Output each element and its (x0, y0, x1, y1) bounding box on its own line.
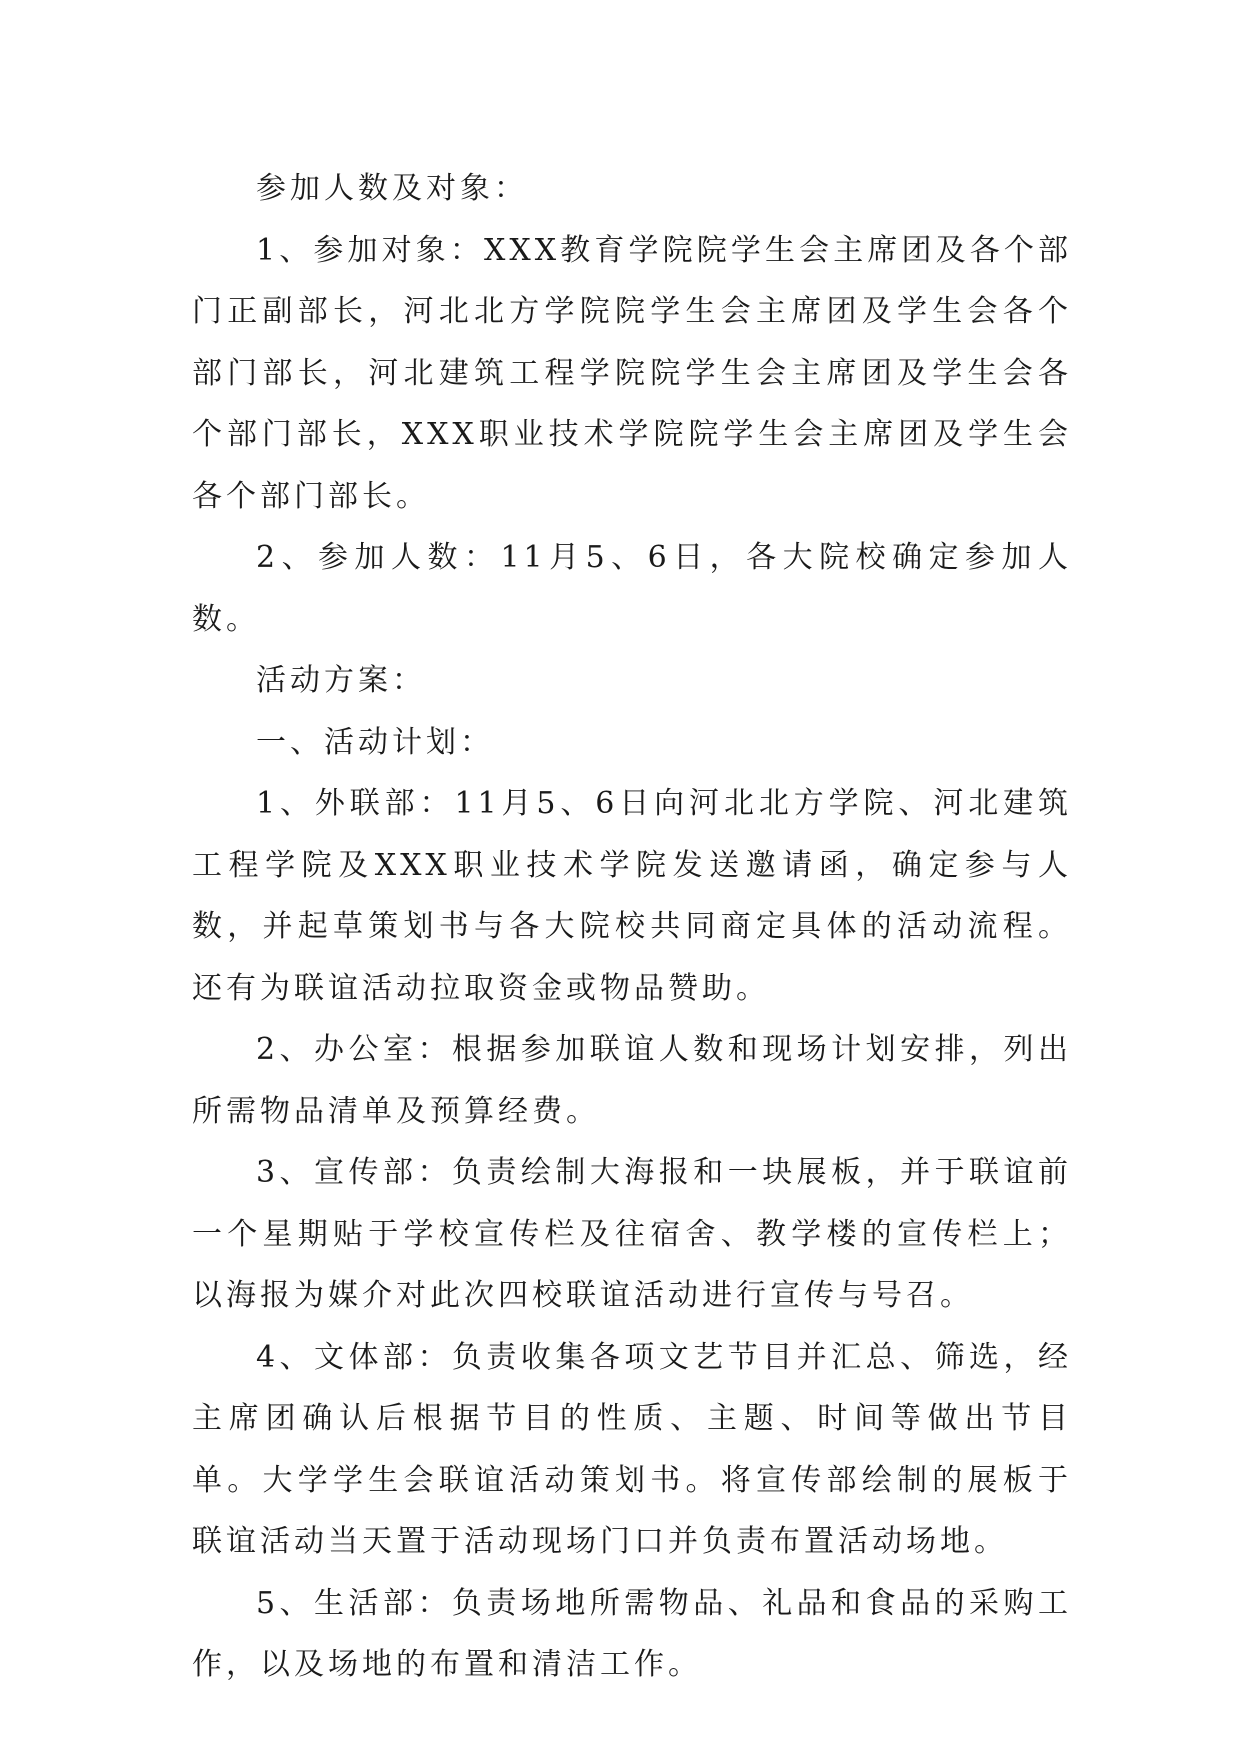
heading-participants: 参加人数及对象： (256, 171, 528, 206)
paragraph-life-department: 5、生活部：负责场地所需物品、礼品和食品的采购工作，以及场地的布置和清洁工作。 (192, 1585, 1072, 1682)
heading-activity-schedule: 一、活动计划： (256, 724, 494, 760)
paragraph-external-relations: 1、外联部：11月5、6日向河北北方学院、河北建筑工程学院及XXX职业技术学院发送邀请函，确定参与人数，并起草策划书与各大院校共同商定具体的活动流程。还有为联谊活动拉取资金或物品赞助。 (192, 786, 1072, 1006)
document-body (192, 158, 1072, 1696)
paragraph-participant-targets: 1、参加对象：XXX教育学院院学生会主席团及各个部门正副部长，河北北方学院院学生会主席团及学生会各个部门部长，河北建筑工程学院院学生会主席团及学生会各个部门部长，XXX职业技术学院院学生会主席团及学生会各个部门部长。 (192, 232, 1072, 514)
heading-activity-plan: 活动方案： (256, 663, 426, 698)
paragraph-participant-count: 2、参加人数：11月5、6日，各大院校确定参加人数。 (192, 540, 1072, 637)
paragraph-publicity: 3、宣传部：负责绘制大海报和一块展板，并于联谊前一个星期贴于学校宣传栏及往宿舍、教学楼的宣传栏上；以海报为媒介对此次四校联谊活动进行宣传与号召。 (192, 1155, 1072, 1313)
paragraph-office: 2、办公室：根据参加联谊人数和现场计划安排，列出所需物品清单及预算经费。 (192, 1032, 1072, 1129)
paragraph-arts-sports: 4、文体部：负责收集各项文艺节目并汇总、筛选，经主席团确认后根据节目的性质、主题、时间等做出节目单。大学学生会联谊活动策划书。将宣传部绘制的展板于联谊活动当天置于活动现场门口并负责布置活动场地。 (192, 1339, 1072, 1559)
